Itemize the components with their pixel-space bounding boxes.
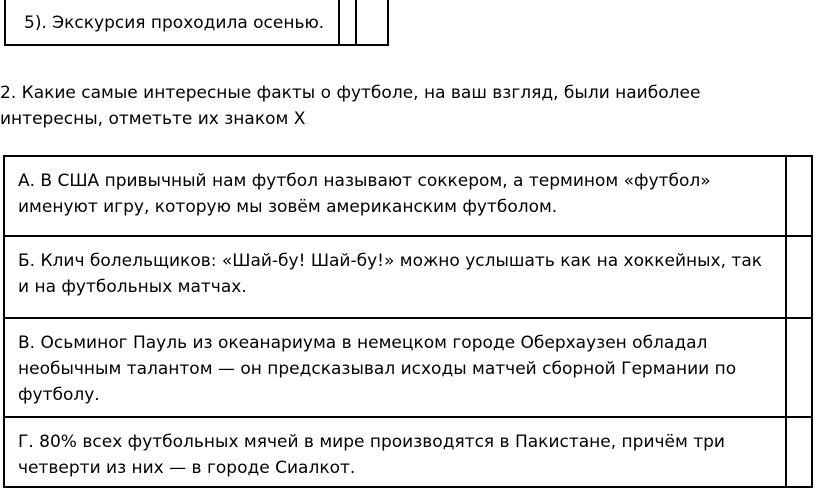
fact-checkbox-a[interactable] bbox=[785, 157, 811, 235]
fact-text-a: А. В США привычный нам футбол называют соккером, а термином «футбол» именуют игру, которую мы зовём американским футболом. bbox=[18, 171, 711, 217]
fact-row-b bbox=[5, 235, 811, 317]
fact-checkbox-c[interactable] bbox=[785, 319, 811, 416]
facts-table bbox=[3, 155, 813, 488]
fact-row-d bbox=[5, 416, 811, 486]
fact-text-b: Б. Клич болельщиков: «Шай-бу! Шай-бу!» можно услышать как на хоккейных, так и на футбольных матчах. bbox=[18, 251, 763, 297]
question-2-text: 2. Какие самые интересные факты о футболе, на ваш взгляд, были наиболее интересны, отметьте их знаком Х bbox=[0, 83, 701, 129]
survey-item-5-row bbox=[4, 0, 389, 46]
survey-item-5-text: 5). Экскурсия проходила осенью. bbox=[24, 13, 325, 33]
fact-row-c bbox=[5, 317, 811, 416]
fact-text-d: Г. 80% всех футбольных мячей в мире производятся в Пакистане, причём три четверти из них — в городе Сиалкот. bbox=[18, 432, 725, 478]
survey-item-5-answer-cell-2[interactable] bbox=[355, 0, 387, 44]
fact-checkbox-b[interactable] bbox=[785, 237, 811, 317]
fact-checkbox-d[interactable] bbox=[785, 418, 811, 486]
fact-text-c: В. Осьминог Пауль из океанариума в немецком городе Оберхаузен обладал необычным талантом — он предсказывал исходы матчей сборной Германии по футболу. bbox=[18, 333, 737, 405]
fact-row-a bbox=[5, 157, 811, 235]
survey-item-5-answer-cell-1[interactable] bbox=[338, 0, 355, 44]
